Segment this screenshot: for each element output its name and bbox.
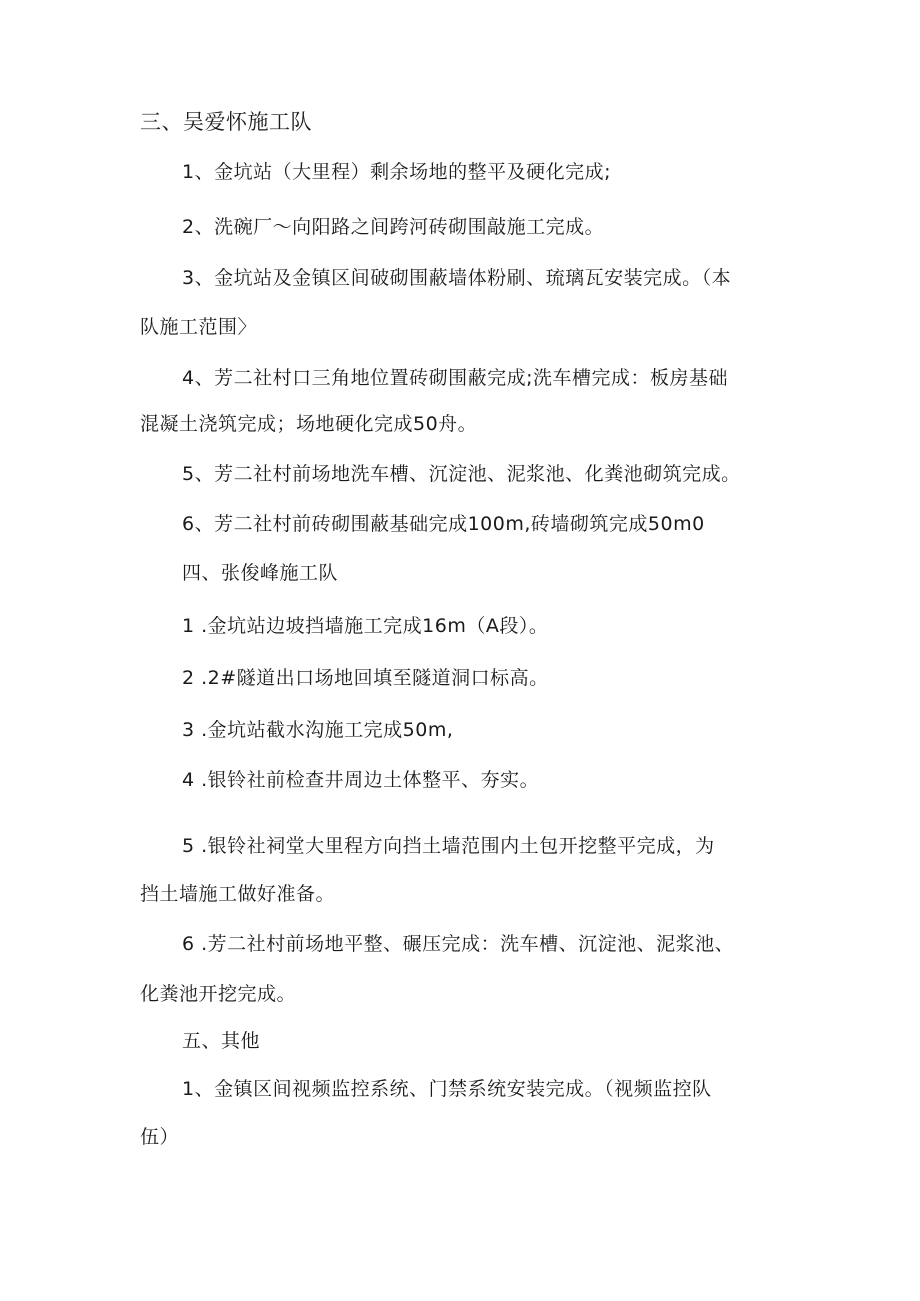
item-5-1-line-1: 1、金镇区间视频监控系统、门禁系统安装完成。（视频监控队 (182, 1078, 712, 1100)
item-3-1-line-1: 1、金坑站（大里程）剩余场地的整平及硬化完成; (182, 161, 611, 183)
item-3-2-line-1: 2、洗碗厂～向阳路之间跨河砖砌围敲施工完成。 (182, 216, 605, 238)
item-4-1-line-1: 1 .金坑站边坡挡墙施工完成16m（A段）。 (182, 615, 549, 637)
section-heading-5: 五、其他 (182, 1030, 261, 1052)
item-4-2-line-1: 2 .2#隧道出口场地回填至隧道洞口标高。 (182, 667, 549, 689)
item-3-3-line-2: 队施工范围〉 (140, 316, 258, 338)
item-4-5-line-1: 5 .银铃社祠堂大里程方向挡土墙范围内土包开挖整平完成，为 (182, 835, 715, 857)
item-3-3-line-1: 3、金坑站及金镇区间破砌围蔽墙体粉刷、琉璃瓦安装完成。（本 (182, 267, 732, 289)
item-5-1-line-2: 伍） (140, 1126, 180, 1148)
item-3-5-line-1: 5、芳二社村前场地洗车槽、沉淀池、泥浆池、化粪池砌筑完成。 (182, 463, 741, 485)
section-heading-4: 四、张俊峰施工队 (182, 562, 339, 584)
item-4-6-line-1: 6 .芳二社村前场地平整、碾压完成：洗车槽、沉淀池、泥浆池、 (182, 933, 735, 955)
section-heading-3: 三、吴爱怀施工队 (140, 110, 312, 134)
item-4-5-line-2: 挡土墙施工做好准备。 (140, 883, 336, 905)
item-4-4-line-1: 4 .银铃社前检查井周边土体整平、夯实。 (182, 769, 540, 791)
item-3-4-line-2: 混凝土浇筑完成；场地硬化完成50舟。 (140, 413, 478, 435)
item-4-6-line-2: 化粪池开挖完成。 (140, 983, 297, 1005)
item-4-3-line-1: 3 .金坑站截水沟施工完成50m, (182, 719, 454, 741)
item-3-4-line-1: 4、芳二社村口三角地位置砖砌围蔽完成;洗车槽完成：板房基础 (182, 367, 728, 389)
item-3-6-line-1: 6、芳二社村前砖砌围蔽基础完成100m,砖墙砌筑完成50m0 (182, 513, 705, 535)
